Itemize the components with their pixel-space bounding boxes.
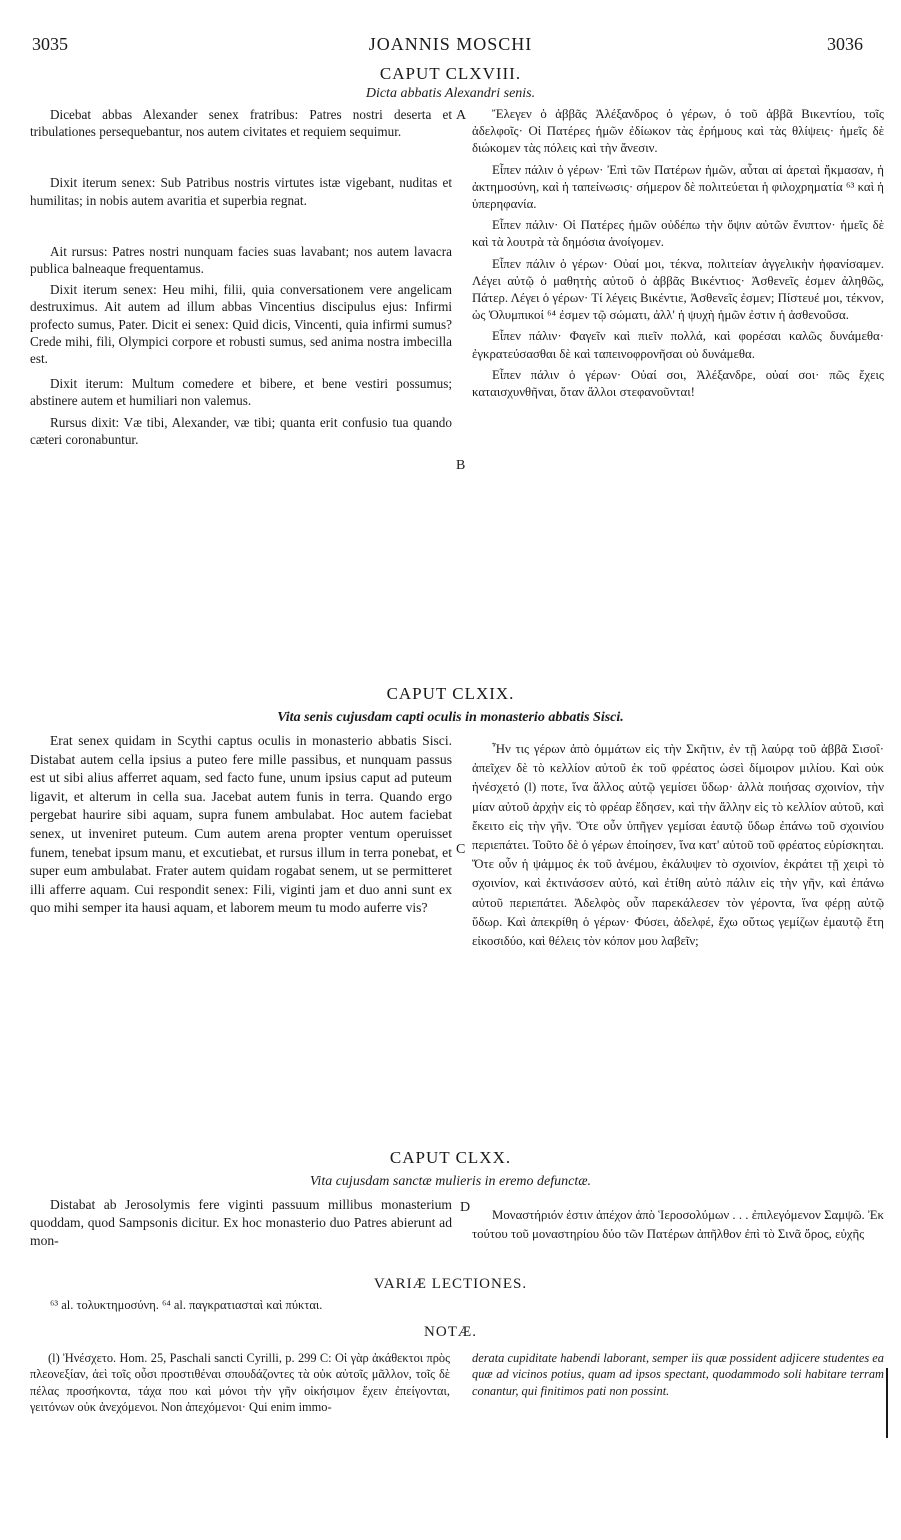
column-marker-d: D — [460, 1200, 471, 1215]
latin-paragraph: Erat senex quidam in Scythi captus oculis in monasterio abbatis Sisci. Distabat autem cella ipsius a puteo fere mille passibus, et nunquam passus est ut sibi alius afferret aquam, sed facto fune, unum ipsius caput ad puteum ligavit, et alterum in cella sua. Jacebat autem funis in terra. Quando ergo pergebat haurire sibi aquam, supra funem ambulabat. Hoc autem faciebat senex, ut inveniret puteum. Cum autem arena propter ventum operuisset funem, tenebat ipsum manu, et excutiebat, et rursus illum in terra ponebat, et super eum ambulabat. Frater autem quidam rogabat senem, ut se permitteret illi afferre aquam. Cui respondit senex: Fili, viginti jam et duo anni sunt ex quo mihi semper ita hausi aquam, et laborem meum tu modo auferre vis? — [30, 733, 452, 916]
latin-paragraph: Dixit iterum senex: Sub Patribus nostris virtutes istæ vigebant, nuditas et humilitas; in nobis autem avaritia et superbia regnat. — [30, 175, 452, 208]
latin-paragraph: Distabat ab Jerosolymis fere viginti passuum millibus monasterium quoddam, quod Sampsonis dicitur. Ex hoc monasterio duo Patres abierunt ad mon- — [30, 1197, 452, 1248]
latin-paragraph: Ait rursus: Patres nostri nunquam facies suas lavabant; nos autem lavacra publica balneaque frequentamus. — [30, 243, 452, 277]
caput-170-greek — [472, 1206, 884, 1244]
latin-paragraph: Rursus dixit: Væ tibi, Alexander, væ tibi; quanta erit confusio tua quando cæteri coronabuntur. — [30, 414, 452, 447]
note-text: derata cupiditate habendi laborant, semper iis quæ possident adjicere studentes ea quæ ad vicinos potius, quam ad ipsos spectant, quodammodo soli habitare terram conantur, qui finitimos pati non possint. — [472, 1351, 884, 1398]
caput-170-latin — [30, 1196, 452, 1250]
caput-169-latin — [30, 732, 452, 918]
column-marker-b: B — [456, 458, 466, 473]
latin-paragraph: Dixit iterum senex: Heu mihi, filii, quia conversationem vere angelicam destruximus. Ait autem ad illum abbas Vincentius discipulus ejus: Infirmi profecto sumus, Pater. Dicit ei senex: Quid dicis, Vincenti, quia infirmi sumus? Crede mihi, fili, Olympici corpore et robusti sumus, sed anima nostra imbecilla est. — [30, 282, 452, 367]
page-number-left: 3035 — [32, 34, 68, 54]
greek-paragraph: Ἦν τις γέρων ἀπὸ ὀμμάτων εἰς τὴν Σκῆτιν, ἐν τῇ λαύρᾳ τοῦ ἀββᾶ Σισοΐ· ἀπεῖχεν δὲ τὸ κελλίον αὐτοῦ ἐκ τοῦ φρέατος ὡσεὶ δίμοιρον μιλίου. Καὶ οὐκ ἠνέσχετό (l) ποτε, ἵνα ἄλλος αὐτῷ γεμίσει ὕδωρ· ἀλλὰ ποιήσας σχοινίον, τὴν μίαν αὐτοῦ ἀρχὴν εἰς τὸ φρέαρ ἔδησεν, καὶ τὴν ἄλλην εἰς τὸ κελλίον αὐτοῦ, καὶ ἔκειτο εἰς τὴν γῆν. Ὅτε οὖν ὑπῆγεν γεμίσαι ἑαυτῷ ὕδωρ ἐπάνω τοῦ σχοινίου περιεπάτει. Τοῦτο δὲ ὁ γέρων ἐποίησεν, ἵνα κατ' αὐτοῦ τοῦ φρέατος εὑρίσκηται. Ὅτε οὖν ἡ ψάμμος ἐκ τοῦ ἀνέμου, ἐκάλυψεν τὸ σχοινίον, ἐκράτει τῇ χειρὶ τὸ σχοινίον, καὶ ἐκτινάσσεν αὐτό, καὶ ἐτίθη αὐτὸ πάλιν εἰς τὴν γῆν, καὶ ἐπάνω αὐτοῦ περιεπάτει. Ἀδελφὸς οὖν παρεκάλεσεν τὸν γέροντα, ἵνα φέρῃ αὐτῷ ὕδωρ. Καὶ ἀπεκρίθη ὁ γέρων· Φύσει, ἀδελφέ, ἔχω οὕτως γεμίζων ἐμαυτῷ ἔτη εἰκοσιδύο, καὶ θέλεις τὸν κόπον μου λαβεῖν; — [472, 742, 884, 949]
notae-left-column — [30, 1350, 450, 1416]
caput-168-latin — [30, 106, 452, 448]
caput-169-subtitle: Vita senis cujusdam capti oculis in monasterio abbatis Sisci. — [277, 710, 624, 725]
greek-paragraph: Εἶπεν πάλιν ὁ γέρων· Ἐπὶ τῶν Πατέρων ἡμῶν, αὗται αἱ ἀρεταὶ ἤκμασαν, ἡ ἀκτημοσύνη, καὶ ἡ ταπείνωσις· σήμερον δὲ πολιτεύεται ἡ φιλοχρηματία ⁶³ καὶ ἡ ὑπερηφανία. — [472, 162, 884, 212]
column-marker-a: A — [456, 108, 467, 123]
notae-heading: NOTÆ. — [424, 1324, 477, 1340]
column-marker-c: C — [456, 842, 466, 857]
caput-170-subtitle: Vita cujusdam sanctæ mulieris in eremo defunctæ. — [309, 1174, 592, 1189]
caput-168-subtitle: Dicta abbatis Alexandri senis. — [365, 86, 536, 101]
caput-169-title: CAPUT CLXIX. — [386, 684, 515, 703]
page-number-right: 3036 — [827, 34, 863, 54]
greek-paragraph: Εἶπεν πάλιν· Οἱ Πατέρες ἡμῶν οὐδέπω τὴν ὄψιν αὐτῶν ἔνιπτον· ἡμεῖς δὲ καὶ τὰ λουτρὰ τὰ δημόσια ἀνοίγομεν. — [472, 218, 884, 250]
greek-paragraph: Εἶπεν πάλιν ὁ γέρων· Οὐαί σοι, Ἀλέξανδρε, οὐαί σοι· πῶς ἔχεις καταισχυνθῆναι, ὅταν ἄλλοι στεφανοῦνται! — [472, 367, 884, 400]
variae-lectiones-heading: VARIÆ LECTIONES. — [373, 1276, 528, 1292]
latin-paragraph: Dicebat abbas Alexander senex fratribus: Patres nostri deserta et tribulationes persequebantur, nos autem civitates et requiem sequimur. — [30, 107, 452, 140]
caput-169-greek — [472, 740, 884, 951]
caput-170-title: CAPUT CLXX. — [389, 1148, 512, 1167]
notae-right-column — [472, 1350, 884, 1399]
variae-lectiones-text: ⁶³ al. τολυκτημοσύνη. ⁶⁴ al. παγκρατιασταὶ καὶ πύκται. — [50, 1298, 323, 1312]
greek-paragraph: Μοναστήριόν ἐστιν ἀπέχον ἀπὸ Ἱεροσολύμων . . . ἐπιλεγόμενον Σαμψῶ. Ἐκ τούτου τοῦ μοναστηρίου δύο τῶν Πατέρων ἀπῆλθον ἐπὶ τὸ Σινᾶ ὄρος, εὐχῆς — [472, 1208, 884, 1241]
greek-paragraph: Εἶπεν πάλιν ὁ γέρων· Οὐαί μοι, τέκνα, πολιτείαν ἀγγελικὴν ἠφανίσαμεν. Λέγει αὐτῷ ὁ μαθητὴς αὐτοῦ ὁ ἀββᾶς Βικέντιος· Ἀσθενεῖς ἐσμεν ἀληθῶς, Πάτερ. Λέγει ὁ γέρων· Τί λέγεις Βικέντιε, Ἀσθενεῖς ἐσμεν; Πίστευέ μοι, τέκνον, ὡς Ὀλυμπικοί ⁶⁴ ἐσμεν τῷ σώματι, ἀλλ' ἡ ψυχὴ ἡμῶν ἐστιν ἡ ἀσθενοῦσα. — [472, 256, 884, 323]
caput-168-greek — [472, 106, 884, 401]
running-title: JOANNIS MOSCHI — [368, 34, 533, 54]
greek-paragraph: Εἶπεν πάλιν· Φαγεῖν καὶ πιεῖν πολλά, καὶ φορέσαι καλῶς δυνάμεθα· ἐγκρατεύσασθαι δὲ καὶ ταπεινοφρονῆσαι οὐ δυνάμεθα. — [472, 329, 884, 361]
margin-rule — [886, 1368, 888, 1438]
caput-168-title: CAPUT CLXVIII. — [379, 64, 522, 83]
greek-paragraph: Ἔλεγεν ὁ ἀββᾶς Ἀλέξανδρος ὁ γέρων, ὁ τοῦ ἀββᾶ Βικεντίου, τοῖς ἀδελφοῖς· Οἱ Πατέρες ἡμῶν ἐδίωκον τὰς ἐρήμους καὶ τὰς θλίψεις· ἡμεῖς δὲ διώκομεν τὰς πόλεις καὶ τὴν ἄνεσιν. — [472, 107, 884, 156]
latin-paragraph: Dixit iterum: Multum comedere et bibere, et bene vestiri possumus; abstinere autem et humiliari non valemus. — [30, 376, 452, 409]
page-header — [0, 34, 901, 56]
note-text: (l) Ἠνέσχετο. Hom. 25, Paschali sancti Cyrilli, p. 299 C: Οἱ γὰρ ἀκάθεκτοι πρὸς πλεονεξίαν, ἀεὶ τοῖς οὖσι προστιθέναι σπουδάζοντες τὰ οὐκ αὐτοῖς μᾶλλον, τοῖς δὲ πέλας προσήκοντα, τάχα που καὶ μόνοι τὴν γῆν οἰκήσιμον ἔχειν ἐπείγονται, γειτόνων οὐκ ἀνεχόμενοι. Non ἀπεχόμενοι· Qui enim immo- — [30, 1351, 450, 1415]
